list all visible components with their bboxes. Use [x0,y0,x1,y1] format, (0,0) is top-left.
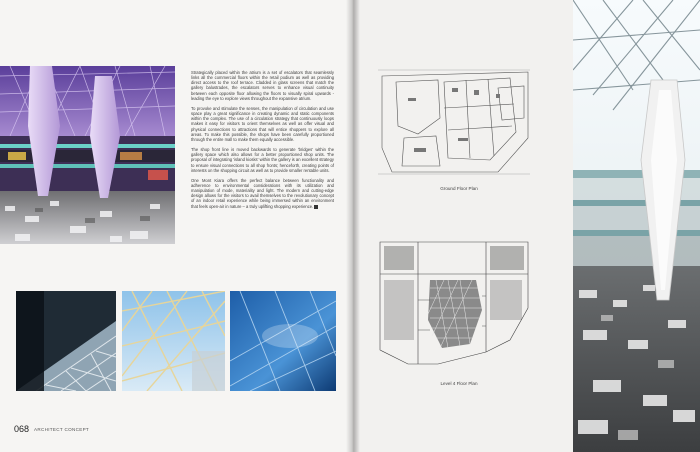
end-mark-icon [314,205,318,209]
skylight-photo [122,291,225,391]
page-number: 068 [14,424,30,434]
level-4-floor-plan [378,240,530,368]
ground-floor-plan-caption: Ground Floor Plan [440,186,478,191]
right-page [352,0,700,452]
article-paragraph: To provoke and stimulate the senses, the manipulation of circulation and use space play a great significance in creating dynamic and static components within the complex. The use of a circulation strategy that continuously loops makes it easy for visitors to orient themselves as well as offer visual and physical connections to attractions that will entice shoppers to explore all areas. To make this possible, the shops have been carefully proportioned through the entire mall to make them equally accessible. [191,105,334,142]
article-paragraph: One Mont Kiara offers the perfect balance between functionality and adherence to environmental considerations with its utilization and manipulation of mode, materiality and light. The modern and cutting-edge design allows for the visitors to avail themselves to the revolutionary concept of an indoor retail experience while being immersed within an environment that feels open-air in nature – a truly uplifting shopping experience. [191,177,334,209]
spine-gutter [346,0,360,452]
level-4-floor-plan-caption: Level 4 Floor Plan [440,381,478,386]
glazing-detail-photo-1 [16,291,116,391]
article-body [191,70,334,214]
article-paragraph: Strategically placed within the atrium is a set of escalators that seamlessly links all the commercial floors within the retail podium as well as providing direct access to the roof terrace. Cladded in glass screens that match the gallery balustrades, the escalators serves to enhance visual continuity between each opposite floor allowing the floors to visually spiral upwards - leading the eye to explore views throughout the expansive atrium. [191,70,334,101]
article-paragraph: The shop front line is moved backwards to generate 'bridges' within the gallery space which also allows for a better proportioned shop units. The proposal of integrating 'island kiosks' within the gallery is an excellent strategy to ensure visual connections to all shop fronts; henceforth, creating points of interests on the shopping circuit as well as to provide smaller rentable units. [191,147,334,173]
atrium-tower-photo [573,0,700,452]
atrium-interior-photo [0,66,175,244]
ground-floor-plan [378,68,530,175]
section-label: ARCHITECT CONCEPT [34,427,90,432]
glazing-detail-photo-2 [230,291,336,391]
